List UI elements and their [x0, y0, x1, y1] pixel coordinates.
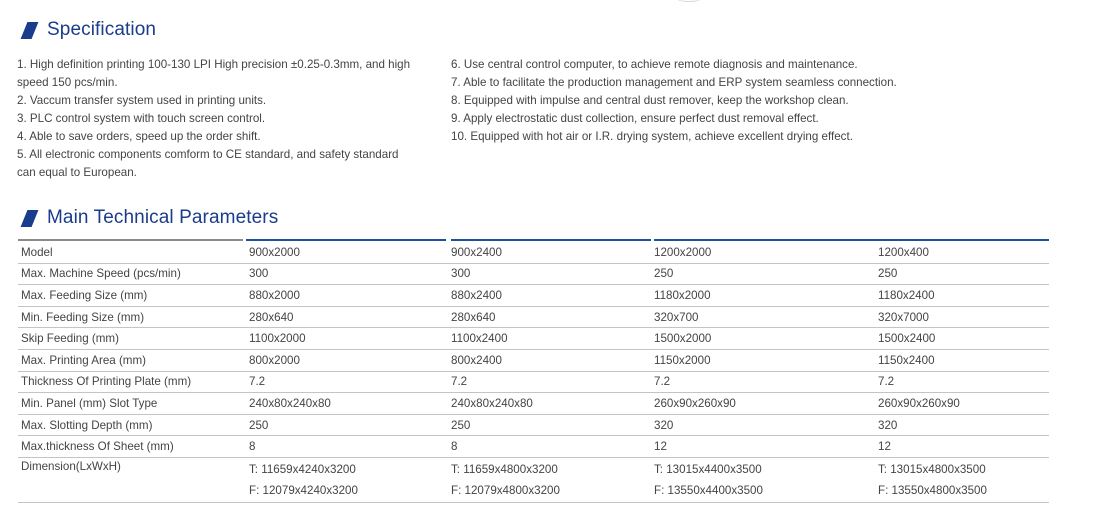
param-value: 880x2000	[249, 285, 451, 307]
param-value	[451, 457, 654, 502]
param-label: Max. Feeding Size (mm)	[18, 285, 249, 307]
param-value: 320x7000	[878, 306, 1049, 328]
table-row	[18, 393, 1049, 415]
param-label: Skip Feeding (mm)	[18, 328, 249, 350]
param-value: 300	[451, 263, 654, 285]
param-value: 7.2	[878, 371, 1049, 393]
param-value: 300	[249, 263, 451, 285]
dimension-t: T: 13015x4800x3500	[878, 462, 986, 476]
table-row-dimension	[18, 457, 1049, 502]
dimension-f: F: 12079x4240x3200	[249, 483, 358, 497]
param-value: 1100x2000	[249, 328, 451, 350]
param-label: Max. Slotting Depth (mm)	[18, 414, 249, 436]
param-value	[654, 457, 878, 502]
param-value: 7.2	[654, 371, 878, 393]
header-rule-segment	[18, 239, 243, 241]
header-rule-segment	[809, 239, 1049, 241]
param-label: Dimension(LxWxH)	[18, 457, 249, 502]
header-rule-segment	[246, 239, 446, 241]
param-value: 12	[654, 436, 878, 458]
param-value: 900x2400	[451, 242, 654, 263]
param-value: 1500x2000	[654, 328, 878, 350]
spec-item: 3. PLC control system with touch screen control.	[17, 112, 266, 125]
table-row	[18, 263, 1049, 285]
param-value: 250	[249, 414, 451, 436]
dimension-t: T: 11659x4240x3200	[249, 462, 356, 476]
param-value: 250	[451, 414, 654, 436]
specification-list-left	[17, 56, 412, 182]
param-value	[249, 457, 451, 502]
param-value: 880x2400	[451, 285, 654, 307]
specification-title: Specification	[47, 19, 157, 40]
param-value: 320	[878, 414, 1049, 436]
parameters-table	[18, 242, 1049, 503]
param-value: 250	[654, 263, 878, 285]
spec-item: 1. High definition printing 100-130 LPI High precision ±0.25-0.3mm, and high speed 150 pcs/min.	[17, 58, 411, 89]
table-row	[18, 285, 1049, 307]
table-row	[18, 242, 1049, 263]
param-value: 260x90x260x90	[878, 393, 1049, 415]
table-row	[18, 306, 1049, 328]
spec-item: 7. Able to facilitate the production management and ERP system seamless connection.	[451, 76, 897, 89]
param-value: 240x80x240x80	[451, 393, 654, 415]
param-label: Min. Feeding Size (mm)	[18, 306, 249, 328]
dimension-f: F: 13550x4800x3500	[878, 483, 987, 497]
spec-item: 2. Vaccum transfer system used in printing units.	[17, 94, 267, 107]
spec-item: 6. Use central control computer, to achieve remote diagnosis and maintenance.	[451, 58, 858, 71]
param-value: 240x80x240x80	[249, 393, 451, 415]
param-value: 260x90x260x90	[654, 393, 878, 415]
param-value: 1200x2000	[654, 242, 878, 263]
table-row	[18, 414, 1049, 436]
specification-header	[20, 19, 156, 41]
param-value: 7.2	[451, 371, 654, 393]
param-label: Max.thickness Of Sheet (mm)	[18, 436, 249, 458]
param-value: 320x700	[654, 306, 878, 328]
param-value: 8	[249, 436, 451, 458]
param-value: 8	[451, 436, 654, 458]
dimension-t: T: 11659x4800x3200	[451, 462, 558, 476]
param-value: 1150x2000	[654, 349, 878, 371]
param-value: 320	[654, 414, 878, 436]
param-value: 1180x2400	[878, 285, 1049, 307]
header-rule-segment	[451, 239, 651, 241]
param-value: 280x640	[249, 306, 451, 328]
param-value: 800x2400	[451, 349, 654, 371]
param-value: 1200x400	[878, 242, 1049, 263]
param-value: 280x640	[451, 306, 654, 328]
table-row	[18, 328, 1049, 350]
param-value: 12	[878, 436, 1049, 458]
decorative-arc	[676, 0, 702, 2]
param-label: Min. Panel (mm) Slot Type	[18, 393, 249, 415]
dimension-t: T: 13015x4400x3500	[654, 462, 762, 476]
parameters-title: Main Technical Parameters	[47, 207, 279, 228]
dimension-f: F: 12079x4800x3200	[451, 483, 560, 497]
dimension-f: F: 13550x4400x3500	[654, 483, 763, 497]
param-value: 1500x2400	[878, 328, 1049, 350]
param-value: 1180x2000	[654, 285, 878, 307]
parameters-header	[20, 207, 278, 229]
section-marker-icon	[21, 22, 39, 39]
param-label: Max. Printing Area (mm)	[18, 349, 249, 371]
table-header-rule	[18, 239, 1049, 241]
param-label: Thickness Of Printing Plate (mm)	[18, 371, 249, 393]
specification-list-right	[451, 56, 1051, 146]
param-value: 250	[878, 263, 1049, 285]
param-value: 1100x2400	[451, 328, 654, 350]
spec-item: 9. Apply electrostatic dust collection, ensure perfect dust removal effect.	[451, 112, 819, 125]
param-value: 1150x2400	[878, 349, 1049, 371]
param-value: 900x2000	[249, 242, 451, 263]
param-value	[878, 457, 1049, 502]
param-label: Max. Machine Speed (pcs/min)	[18, 263, 249, 285]
spec-item: 4. Able to save orders, speed up the order shift.	[17, 130, 261, 143]
spec-item: 5. All electronic components comform to CE standard, and safety standard can equal to European.	[17, 148, 399, 179]
param-label: Model	[18, 242, 249, 263]
param-value: 800x2000	[249, 349, 451, 371]
table-row	[18, 371, 1049, 393]
table-row	[18, 349, 1049, 371]
spec-item: 8. Equipped with impulse and central dust remover, keep the workshop clean.	[451, 94, 849, 107]
param-value: 7.2	[249, 371, 451, 393]
table-row	[18, 436, 1049, 458]
spec-item: 10. Equipped with hot air or I.R. drying system, achieve excellent drying effect.	[451, 130, 853, 143]
section-marker-icon	[21, 210, 39, 227]
